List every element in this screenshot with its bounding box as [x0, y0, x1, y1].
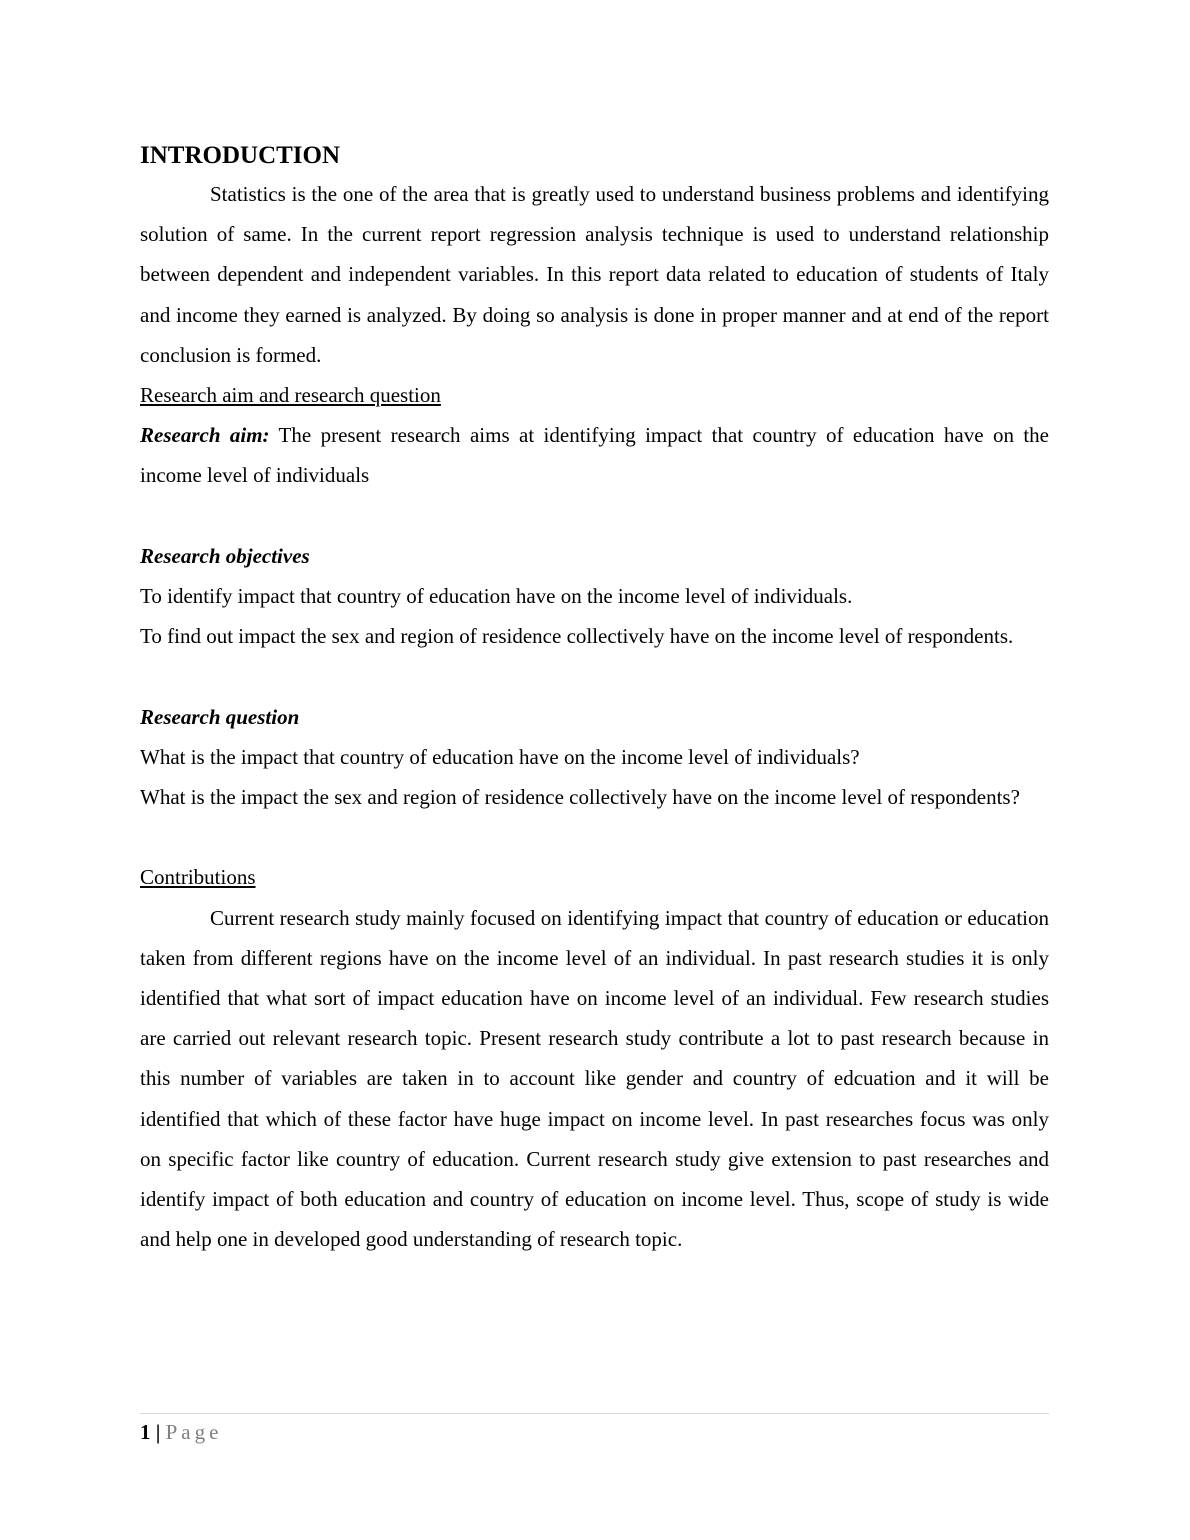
- research-aim-label: Research aim:: [140, 423, 270, 448]
- introduction-paragraph: Statistics is the one of the area that is greatly used to understand business problems and identifying solution of same. In the current report regression analysis technique is used to understand relationship between dependent and independent variables. In this report data related to education of students of Italy and income they earned is analyzed. By doing so analysis is done in proper manner and at end of the report conclusion is formed.: [140, 182, 1049, 367]
- research-objectives-heading: Research objectives: [140, 543, 310, 568]
- page-number: 1: [140, 1420, 151, 1444]
- research-aim-paragraph: [140, 415, 1049, 495]
- objective-item: To find out impact the sex and region of residence collectively have on the income level of respondents.: [140, 624, 1014, 649]
- footer-separator: |: [155, 1420, 161, 1444]
- contributions-paragraph: Current research study mainly focused on identifying impact that country of education or education taken from different regions have on the income level of an individual. In past research studies it is only identified that what sort of impact education have on income level of an individual. Few research studies are carried out relevant research topic. Present research study contribute a lot to past research because in this number of variables are taken in to account like gender and country of edcuation and it will be identified that which of these factor have huge impact on income level. In past researches focus was only on specific factor like country of education. Current research study give extension to past researches and identify impact of both education and country of education on income level. Thus, scope of study is wide and help one in developed good understanding of research topic.: [140, 905, 1049, 1252]
- contributions-heading: Contributions: [140, 865, 256, 890]
- page-body: [140, 140, 1049, 1259]
- page-label: Page: [165, 1420, 223, 1444]
- introduction-heading: INTRODUCTION: [140, 142, 341, 169]
- spacer: [140, 496, 1049, 536]
- research-question-heading: Research question: [140, 704, 300, 729]
- research-aim-section-heading: Research aim and research question: [140, 383, 441, 408]
- page-footer: [140, 1413, 1049, 1446]
- question-item: What is the impact that country of education have on the income level of individuals?: [140, 744, 860, 769]
- objective-item: To identify impact that country of education have on the income level of individuals.: [140, 584, 853, 609]
- spacer: [140, 817, 1049, 857]
- research-aim-text: The present research aims at identifying impact that country of education have on the income level of individuals: [140, 423, 1049, 488]
- spacer: [140, 656, 1049, 696]
- question-item: What is the impact the sex and region of residence collectively have on the income level of respondents?: [140, 785, 1020, 810]
